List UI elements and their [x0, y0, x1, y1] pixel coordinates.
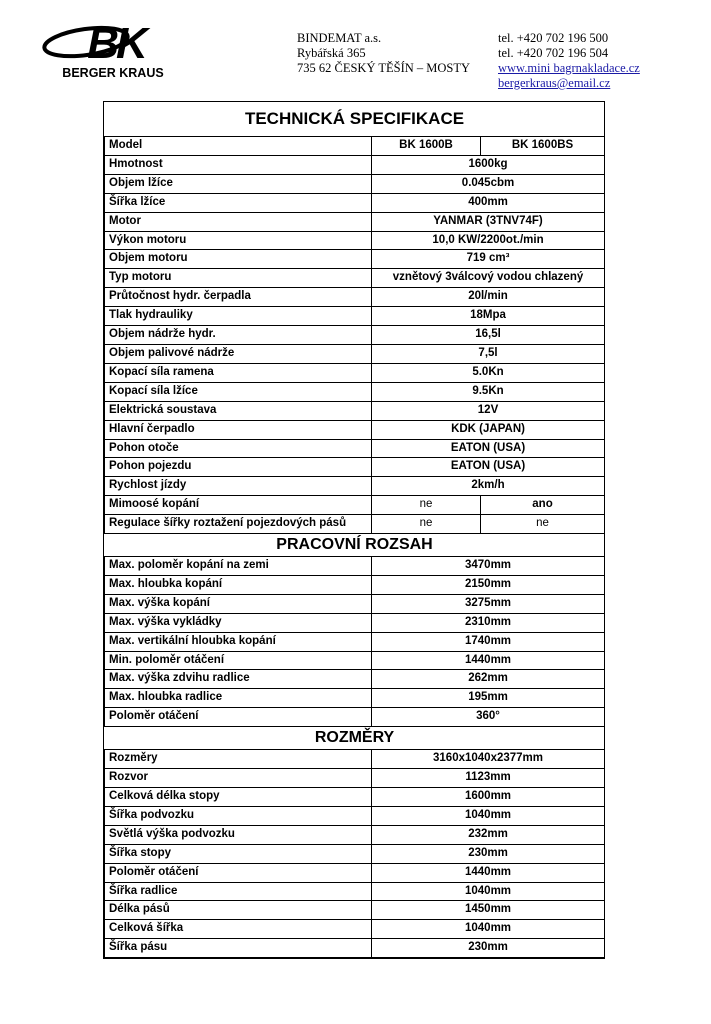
spec-row [105, 788, 605, 807]
spec-label: Objem nádrže hydr. [105, 326, 372, 345]
spec-label: Šířka podvozku [105, 806, 372, 825]
spec-value: 3160x1040x2377mm [372, 750, 605, 769]
spec-label: Kopací síla ramena [105, 363, 372, 382]
spec-value: KDK (JAPAN) [372, 420, 605, 439]
spec-value: 1123mm [372, 769, 605, 788]
spec-value: 195mm [372, 689, 605, 708]
spec-value: 1040mm [372, 920, 605, 939]
spec-row [105, 901, 605, 920]
spec-label: Rychlost jízdy [105, 477, 372, 496]
spec-row [105, 708, 605, 727]
spec-row [105, 458, 605, 477]
spec-value: 1040mm [372, 882, 605, 901]
spec-value: 10,0 KW/2200ot./min [372, 231, 605, 250]
spec-value: EATON (USA) [372, 458, 605, 477]
spec-label: Délka pásů [105, 901, 372, 920]
spec-row [105, 670, 605, 689]
spec-label: Průtočnost hydr. čerpadla [105, 288, 372, 307]
spec-value: vznětový 3válcový vodou chlazený [372, 269, 605, 288]
spec-value: 20l/min [372, 288, 605, 307]
spec-value: 1440mm [372, 651, 605, 670]
spec-row [105, 632, 605, 651]
section-header [105, 727, 605, 750]
spec-row [105, 477, 605, 496]
spec-row [105, 382, 605, 401]
spec-label: Světlá výška podvozku [105, 825, 372, 844]
spec-table [104, 102, 605, 958]
spec-label: Mimoosé kopání [105, 496, 372, 515]
svg-text:BK: BK [87, 22, 145, 68]
brand-name: BERGER KRAUS [62, 66, 164, 80]
spec-value: 262mm [372, 670, 605, 689]
spec-row [105, 882, 605, 901]
spec-label: Hmotnost [105, 155, 372, 174]
spec-row [105, 193, 605, 212]
spec-row [105, 825, 605, 844]
spec-value: 3470mm [372, 557, 605, 576]
company-address [297, 31, 470, 76]
model-b: BK 1600B [372, 137, 481, 156]
spec-value: 5.0Kn [372, 363, 605, 382]
spec-row [105, 557, 605, 576]
spec-row [105, 231, 605, 250]
spec-row [105, 269, 605, 288]
spec-value: 1450mm [372, 901, 605, 920]
spec-value: 719 cm³ [372, 250, 605, 269]
spec-row [105, 439, 605, 458]
spec-label: Poloměr otáčení [105, 863, 372, 882]
spec-row [105, 651, 605, 670]
spec-row [105, 920, 605, 939]
spec-value: 1600kg [372, 155, 605, 174]
spec-value: 2150mm [372, 575, 605, 594]
spec-value: 230mm [372, 844, 605, 863]
spec-row [105, 155, 605, 174]
spec-label: Min. poloměr otáčení [105, 651, 372, 670]
spec-label: Max. hloubka radlice [105, 689, 372, 708]
spec-row [105, 769, 605, 788]
spec-label: Kopací síla lžíce [105, 382, 372, 401]
spec-label: Šířka stopy [105, 844, 372, 863]
spec-value: 18Mpa [372, 307, 605, 326]
spec-label: Regulace šířky roztažení pojezdových pásů [105, 515, 372, 534]
spec-label: Typ motoru [105, 269, 372, 288]
spec-label: Max. výška kopání [105, 594, 372, 613]
spec-value: 16,5l [372, 326, 605, 345]
spec-value: 3275mm [372, 594, 605, 613]
spec-value: 2km/h [372, 477, 605, 496]
spec-row [105, 326, 605, 345]
spec-row [105, 844, 605, 863]
spec-row [105, 174, 605, 193]
spec-row [105, 806, 605, 825]
berger-kraus-logo [38, 22, 188, 82]
spec-value: EATON (USA) [372, 439, 605, 458]
spec-label: Pohon otoče [105, 439, 372, 458]
spec-value-b: ne [372, 515, 481, 534]
spec-row [105, 496, 605, 515]
spec-row [105, 575, 605, 594]
spec-value: YANMAR (3TNV74F) [372, 212, 605, 231]
spec-label: Max. výška vykládky [105, 613, 372, 632]
spec-label: Šířka lžíce [105, 193, 372, 212]
spec-row [105, 613, 605, 632]
spec-label: Celková délka stopy [105, 788, 372, 807]
spec-row [105, 307, 605, 326]
spec-value-bs: ne [481, 515, 605, 534]
spec-row [105, 288, 605, 307]
spec-label: Objem palivové nádrže [105, 344, 372, 363]
spec-label: Max. poloměr kopání na zemi [105, 557, 372, 576]
section-header [105, 534, 605, 557]
working-range-title: PRACOVNÍ ROZSAH [105, 534, 605, 557]
spec-row [105, 420, 605, 439]
company-city: 735 62 ČESKÝ TĚŠÍN – MOSTY [297, 61, 471, 75]
spec-value: 2310mm [372, 613, 605, 632]
spec-value: 230mm [372, 939, 605, 958]
spec-label: Šířka pásu [105, 939, 372, 958]
spec-row [105, 250, 605, 269]
spec-label: Tlak hydrauliky [105, 307, 372, 326]
spec-row [105, 344, 605, 363]
spec-row [105, 594, 605, 613]
model-label: Model [105, 137, 372, 156]
spec-title: TECHNICKÁ SPECIFIKACE [105, 102, 605, 137]
company-name: BINDEMAT a.s. [297, 31, 382, 45]
spec-label: Max. vertikální hloubka kopání [105, 632, 372, 651]
spec-row [105, 515, 605, 534]
website-link[interactable]: www.mini bagrnakladace.cz [498, 61, 640, 75]
spec-label: Elektrická soustava [105, 401, 372, 420]
spec-value: 400mm [372, 193, 605, 212]
spec-label: Rozvor [105, 769, 372, 788]
spec-value-b: ne [372, 496, 481, 515]
spec-value: 7,5l [372, 344, 605, 363]
spec-value: 232mm [372, 825, 605, 844]
spec-row [105, 401, 605, 420]
spec-value: 1440mm [372, 863, 605, 882]
phone-2: tel. +420 702 196 504 [498, 46, 609, 60]
spec-label: Pohon pojezdu [105, 458, 372, 477]
spec-value: 1740mm [372, 632, 605, 651]
spec-value: 9.5Kn [372, 382, 605, 401]
spec-label: Max. hloubka kopání [105, 575, 372, 594]
spec-label: Max. výška zdvihu radlice [105, 670, 372, 689]
spec-row [105, 212, 605, 231]
spec-value-bs: ano [481, 496, 605, 515]
contact-info [498, 31, 640, 91]
spec-label: Motor [105, 212, 372, 231]
phone-1: tel. +420 702 196 500 [498, 31, 609, 45]
spec-value: 0.045cbm [372, 174, 605, 193]
spec-value: 12V [372, 401, 605, 420]
spec-label: Šířka radlice [105, 882, 372, 901]
spec-value: 1600mm [372, 788, 605, 807]
spec-label: Rozměry [105, 750, 372, 769]
dimensions-title: ROZMĚRY [105, 727, 605, 750]
company-street: Rybářská 365 [297, 46, 366, 60]
model-bs: BK 1600BS [481, 137, 605, 156]
spec-label: Poloměr otáčení [105, 708, 372, 727]
spec-row [105, 863, 605, 882]
spec-sheet [103, 101, 605, 959]
spec-label: Objem lžíce [105, 174, 372, 193]
spec-label: Objem motoru [105, 250, 372, 269]
spec-label: Hlavní čerpadlo [105, 420, 372, 439]
spec-label: Výkon motoru [105, 231, 372, 250]
spec-label: Celková šířka [105, 920, 372, 939]
spec-row [105, 689, 605, 708]
spec-value: 1040mm [372, 806, 605, 825]
spec-row [105, 939, 605, 958]
spec-value: 360° [372, 708, 605, 727]
spec-row [105, 363, 605, 382]
email-link[interactable]: bergerkraus@email.cz [498, 76, 611, 90]
spec-row [105, 750, 605, 769]
